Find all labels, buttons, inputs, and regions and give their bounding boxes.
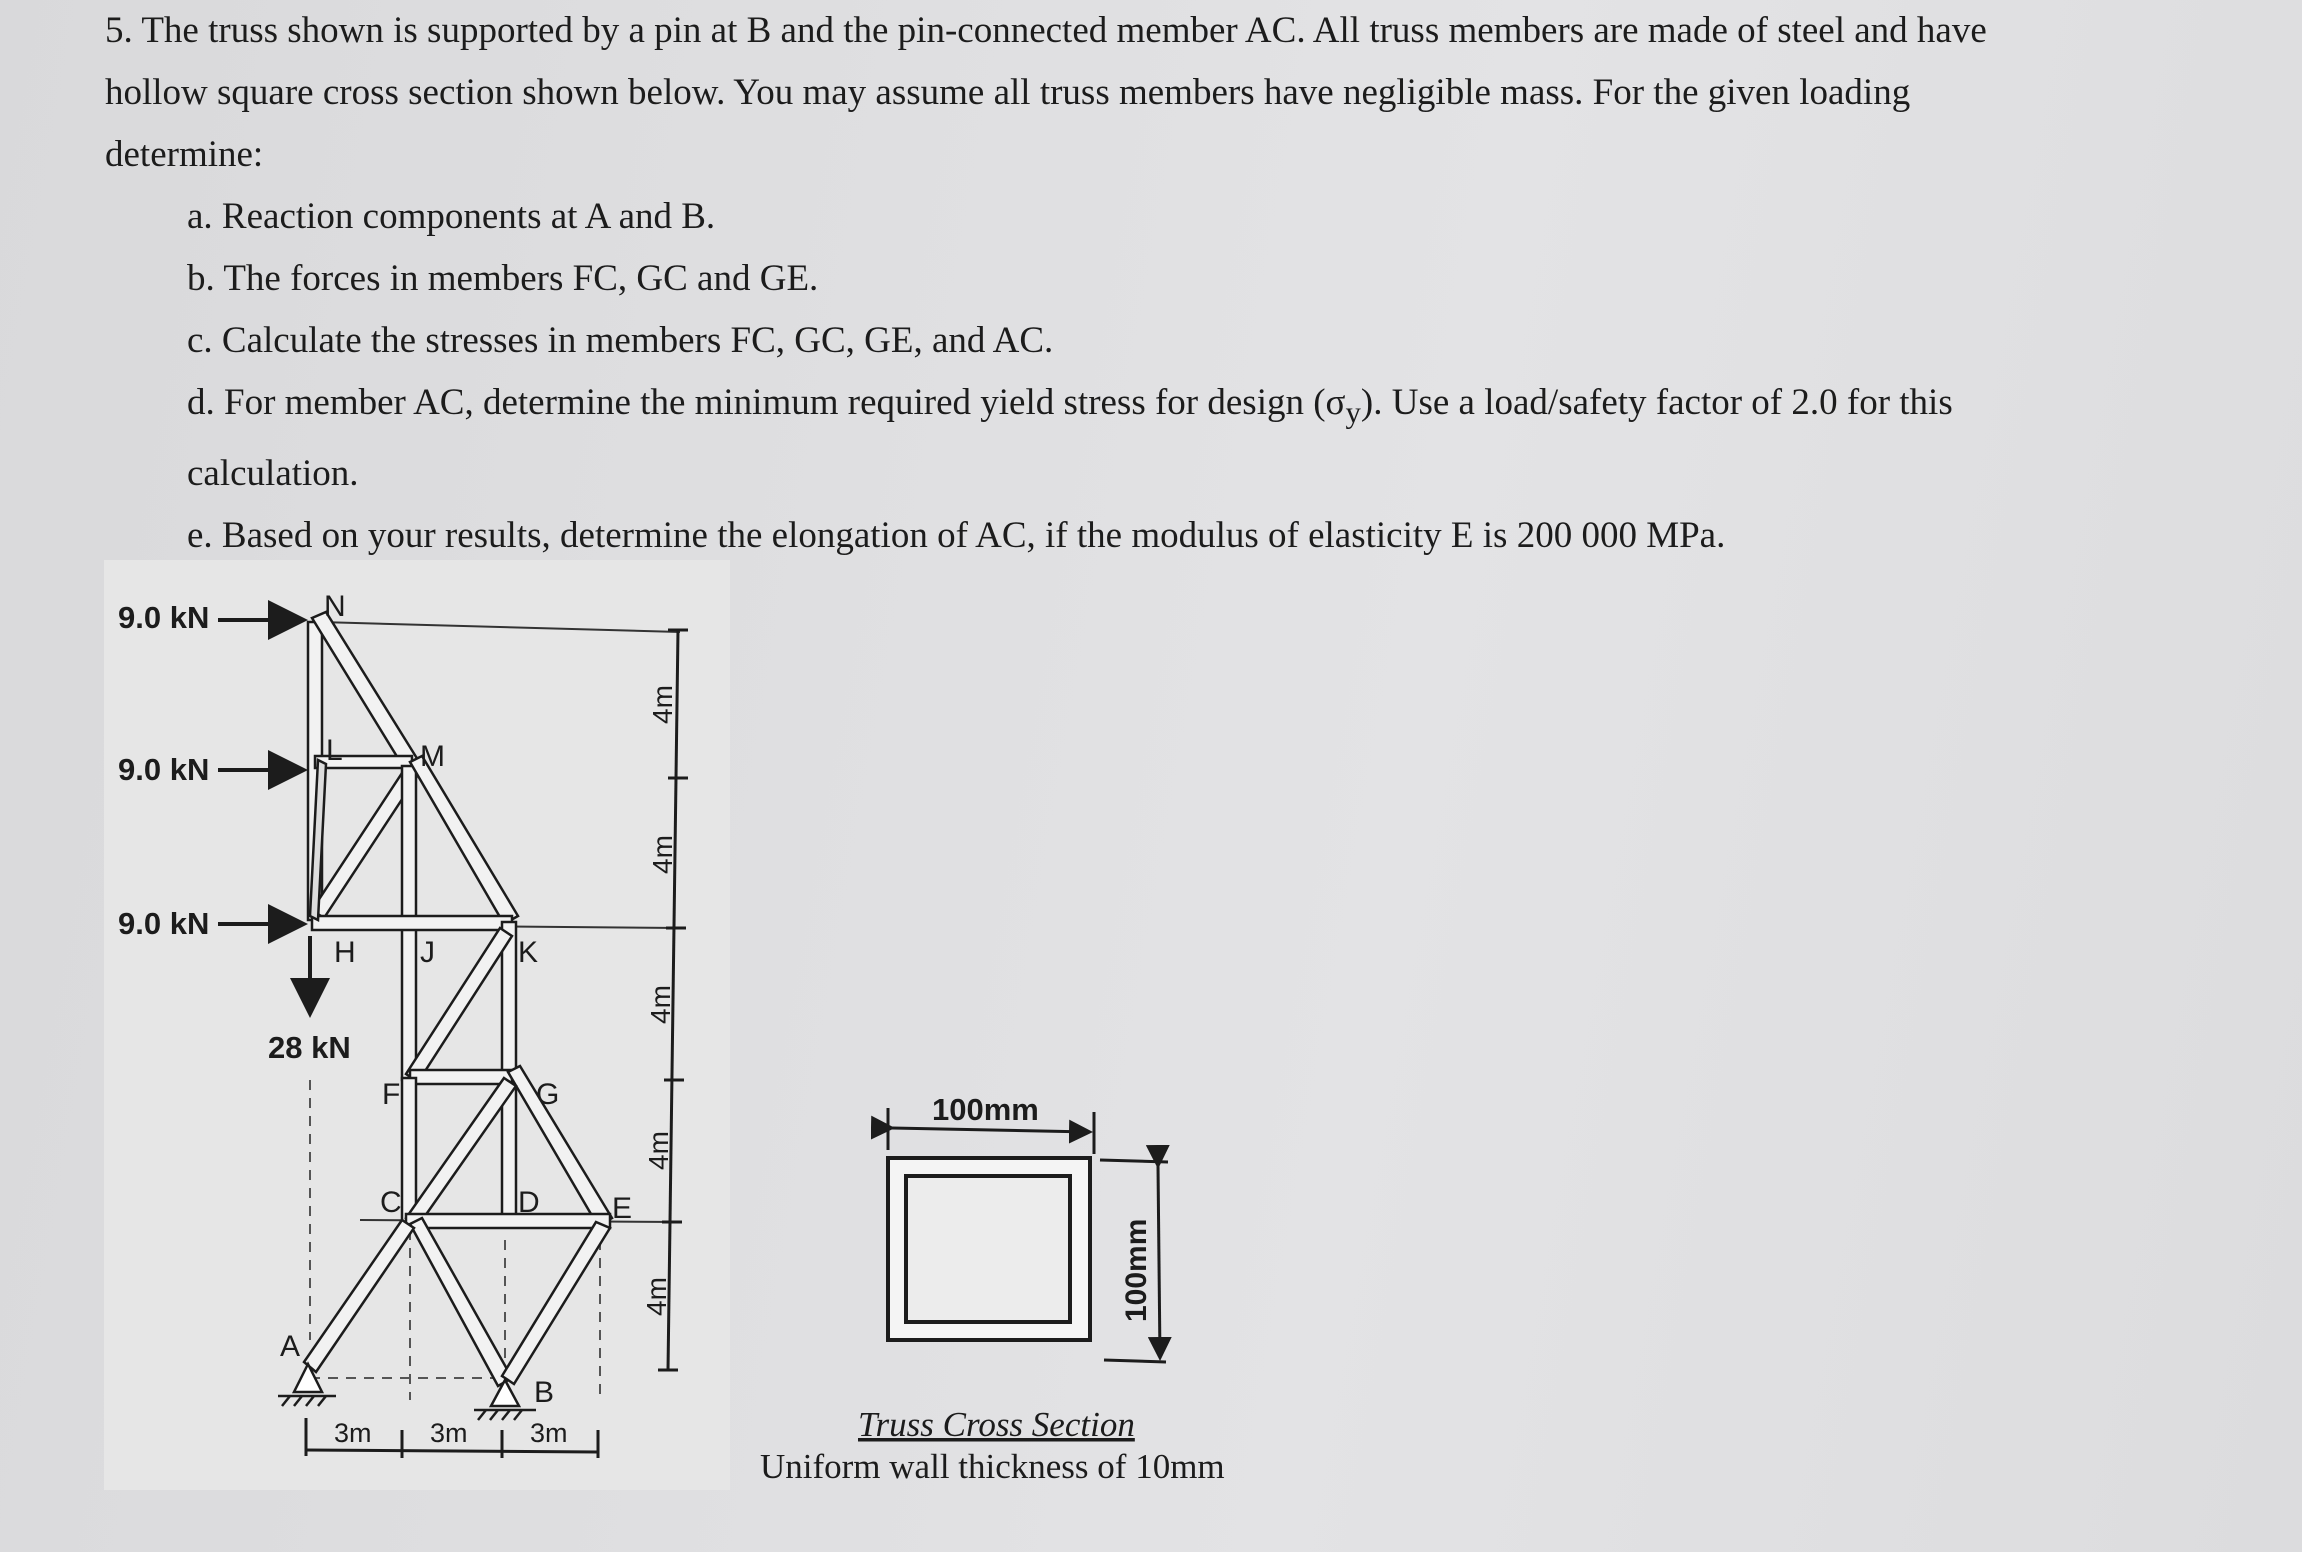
member-HK — [312, 916, 512, 930]
node-label-F: F — [382, 1078, 401, 1111]
width-label: 100mm — [932, 1092, 1039, 1127]
support-B — [474, 1380, 536, 1420]
intro-line-3: determine: — [105, 134, 264, 175]
member-AC — [304, 1220, 414, 1372]
part-d-subscript: y — [1345, 395, 1361, 430]
load-label-1: 9.0 kN — [118, 600, 210, 635]
node-label-E: E — [612, 1192, 633, 1225]
node-label-A: A — [280, 1330, 301, 1363]
load-label-2: 9.0 kN — [118, 752, 210, 787]
part-c: c. Calculate the stresses in members FC, GC, GE, and AC. — [187, 320, 1054, 361]
part-a: a. Reaction components at A and B. — [187, 196, 716, 237]
part-e: e. Based on your results, determine the elongation of AC, if the modulus of elasticity E is 200 000 MPa. — [187, 515, 1726, 557]
caption-sub: Uniform wall thickness of 10mm — [760, 1447, 1225, 1486]
cross-section-figure — [760, 1092, 1225, 1486]
down-load-label: 28 kN — [268, 1030, 351, 1065]
caption-title: Truss Cross Section — [858, 1405, 1135, 1444]
truss-members — [304, 612, 612, 1386]
vdim-4: 4m — [643, 1131, 674, 1170]
member-GC — [406, 1078, 516, 1226]
part-d-text-end: ). Use a load/safety factor of 2.0 for this — [1360, 382, 1953, 423]
node-label-D: D — [518, 1186, 540, 1219]
vdim-5: 4m — [641, 1277, 672, 1316]
part-d-text: d. For member AC, determine the minimum required yield stress for design (σ — [187, 382, 1346, 423]
member-FG — [410, 1070, 512, 1084]
node-label-B: B — [534, 1376, 555, 1409]
node-label-K: K — [518, 936, 539, 969]
member-EB — [502, 1222, 610, 1384]
vdim-3: 4m — [645, 985, 676, 1024]
hdim-3: 3m — [530, 1418, 568, 1448]
hdim-1: 3m — [334, 1418, 372, 1448]
intro-line-2: hollow square cross section shown below. You may assume all truss members have negligible mass. For the given loading — [105, 72, 1911, 113]
member-MH — [312, 770, 416, 918]
member-CB — [410, 1218, 512, 1386]
node-label-N: N — [324, 590, 346, 623]
member-CE — [406, 1214, 610, 1228]
height-label: 100mm — [1120, 1218, 1153, 1322]
vdim-1: 4m — [647, 685, 678, 724]
inner-void — [906, 1176, 1070, 1322]
member-MK — [410, 756, 518, 924]
part-d-line-2: calculation. — [187, 453, 359, 495]
part-b: b. The forces in members FC, GC and GE. — [187, 258, 819, 299]
node-label-M: M — [420, 740, 445, 773]
member-FC — [402, 1078, 416, 1224]
load-label-3: 9.0 kN — [118, 906, 210, 941]
truss-diagram — [118, 590, 688, 1458]
node-label-C: C — [380, 1186, 402, 1219]
load-arrows — [218, 620, 310, 1014]
node-label-J: J — [420, 936, 435, 969]
vdim-2: 4m — [647, 835, 678, 874]
support-A — [278, 1364, 336, 1406]
node-label-G: G — [536, 1078, 560, 1111]
node-label-H: H — [334, 936, 356, 969]
hdim-2: 3m — [430, 1418, 468, 1448]
intro-line-1: 5. The truss shown is supported by a pin at B and the pin-connected member AC. All truss members are made of steel and have — [105, 10, 1987, 51]
node-label-L: L — [326, 734, 343, 767]
